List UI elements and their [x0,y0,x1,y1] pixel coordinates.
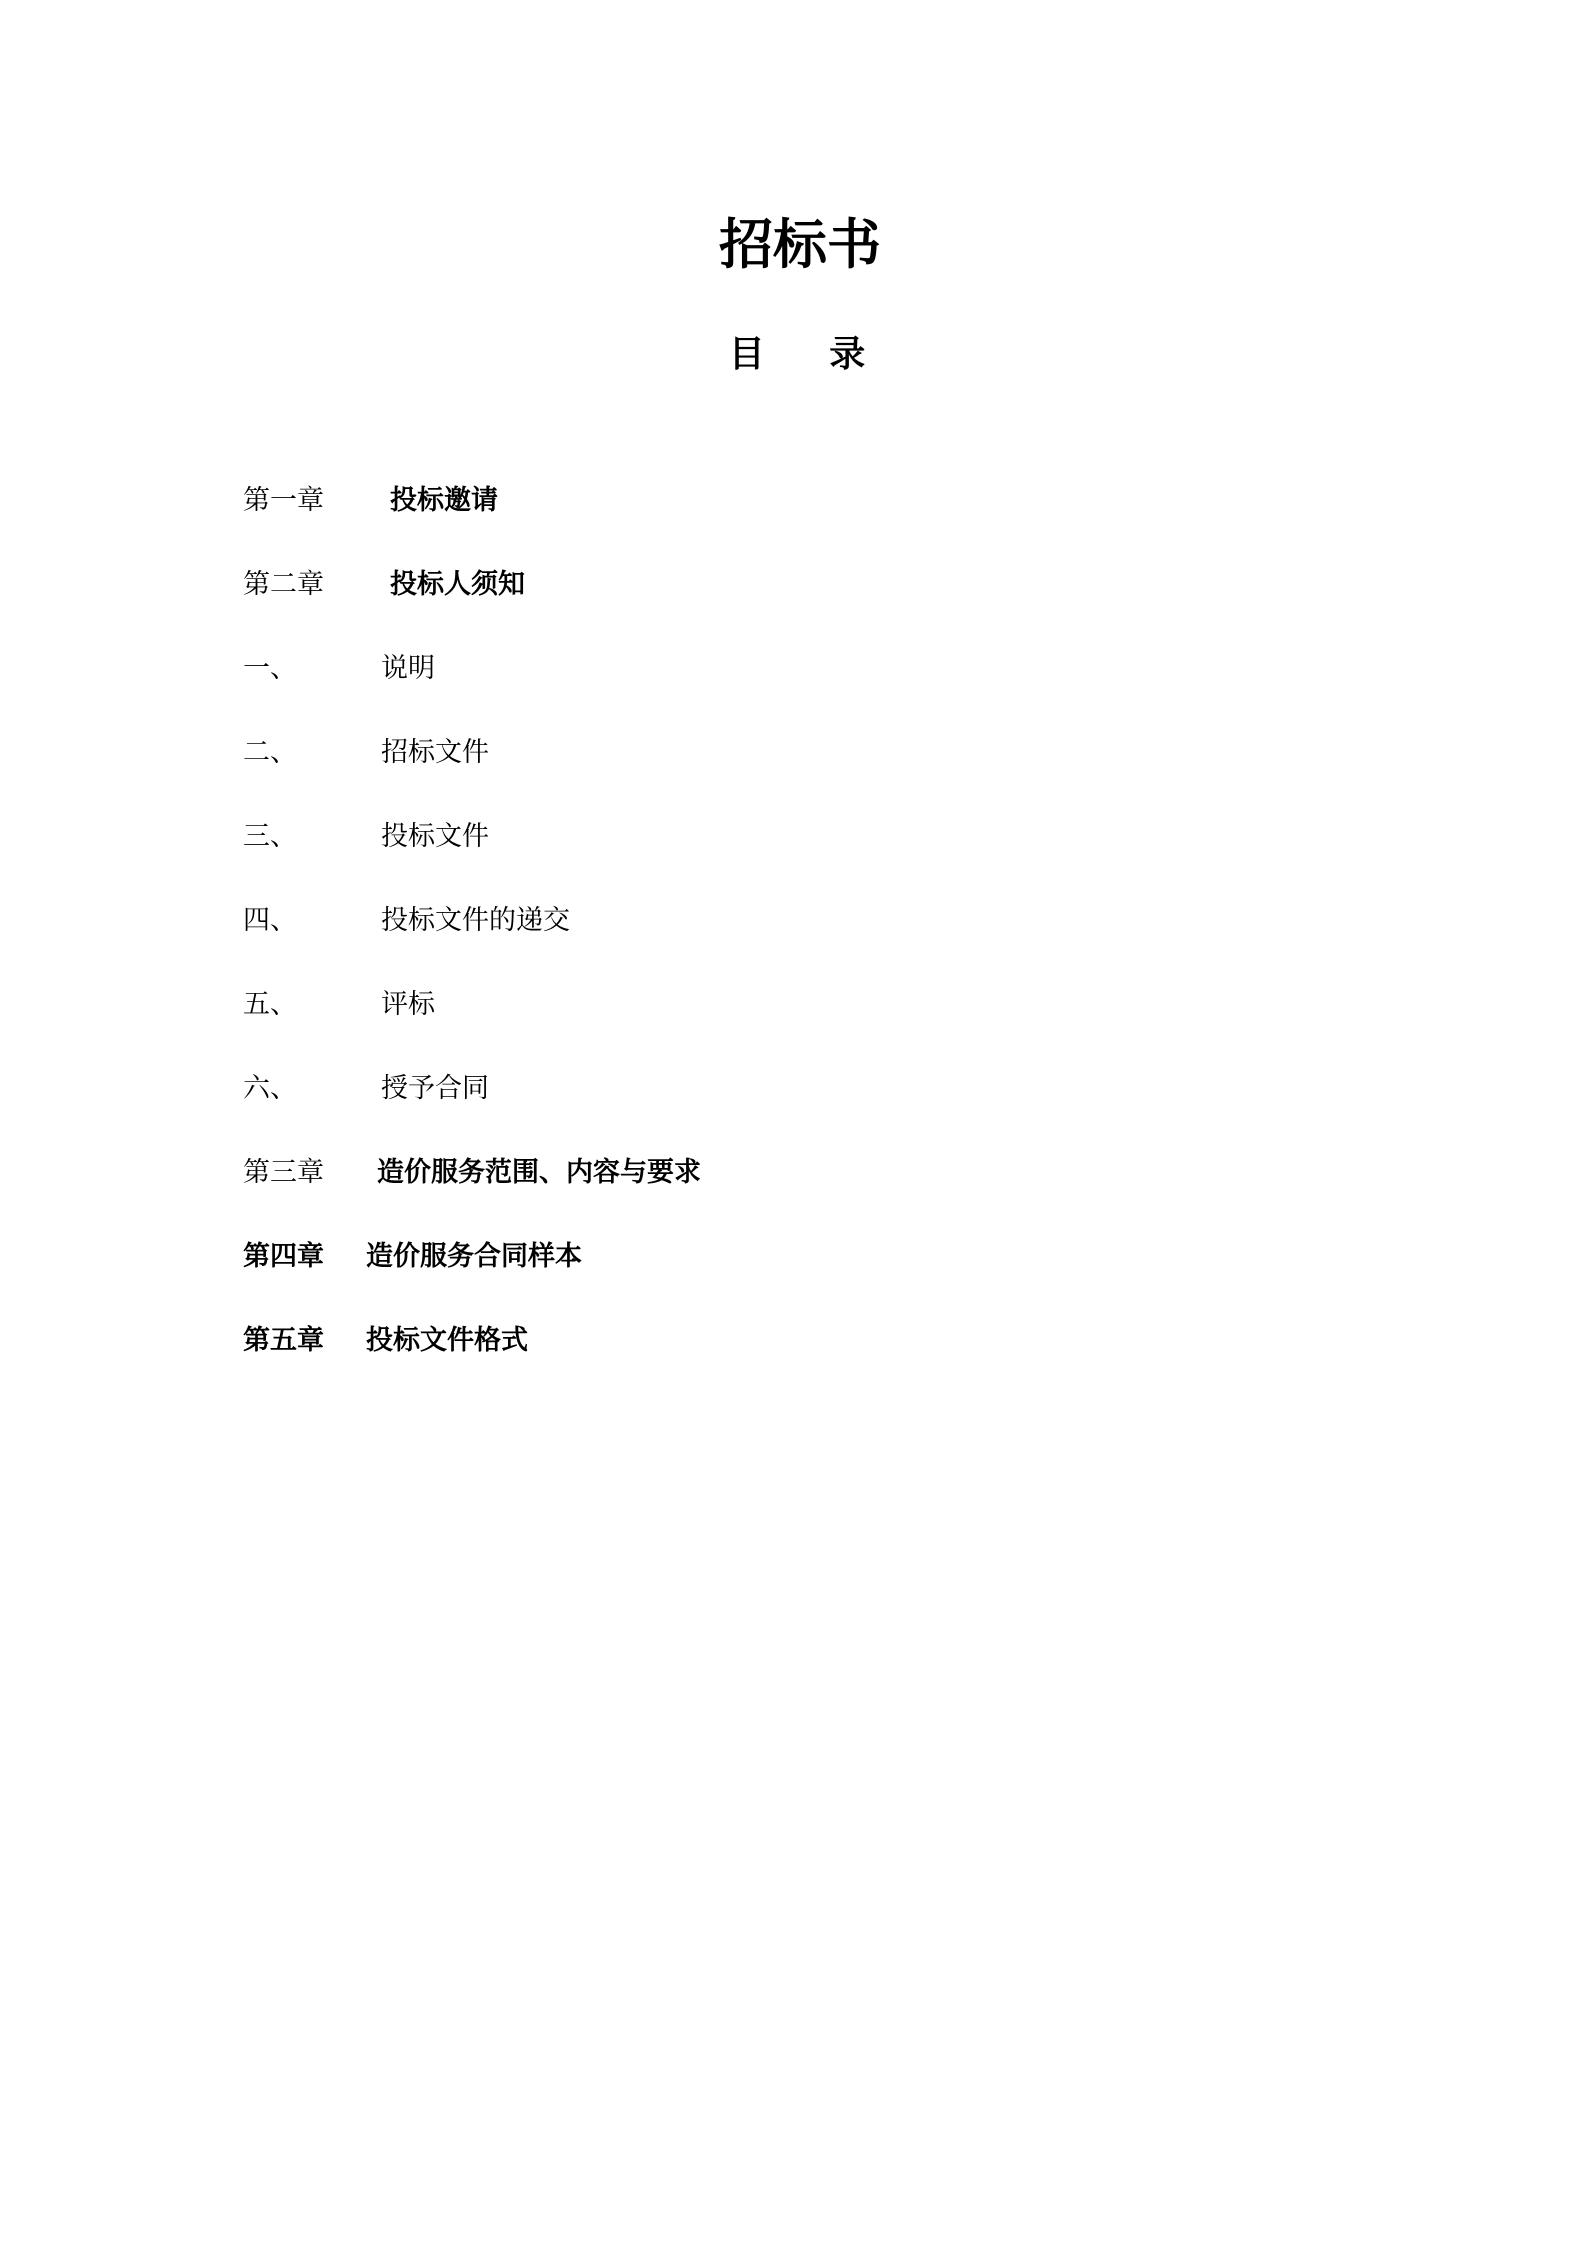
toc-item-number: 五、 [243,989,297,1020]
toc-item-chapter-4 [243,1231,1343,1315]
document-title: 招标书 [719,213,881,276]
toc-item-label: 授予合同 [381,1073,489,1104]
toc-item-label: 造价服务范围、内容与要求 [377,1157,701,1188]
toc-item-label: 投标文件 [381,821,489,852]
toc-item-number: 四、 [243,905,297,936]
toc-item-label: 造价服务合同样本 [366,1241,582,1272]
toc-item-chapter-5 [243,1315,1343,1399]
toc-item-number: 三、 [243,821,297,852]
toc-item-number: 第五章 [243,1325,324,1356]
table-of-contents [243,475,1343,1399]
toc-item-label: 招标文件 [381,737,489,768]
toc-item-label: 评标 [381,989,435,1020]
toc-item-chapter-2 [243,559,1343,643]
toc-item-number: 第一章 [243,485,324,516]
toc-item-section-3 [243,811,1343,895]
toc-item-label: 投标文件格式 [366,1325,528,1356]
toc-heading: 目 录 [728,334,892,375]
toc-item-section-4 [243,895,1343,979]
toc-item-number: 六、 [243,1073,297,1104]
toc-item-number: 二、 [243,737,297,768]
toc-item-number: 一、 [243,653,297,684]
toc-item-section-2 [243,727,1343,811]
toc-item-section-1 [243,643,1343,727]
toc-item-number: 第二章 [243,569,324,600]
toc-item-label: 投标文件的递交 [381,905,570,936]
toc-item-label: 投标人须知 [390,569,525,600]
toc-item-label: 说明 [381,653,435,684]
toc-item-number: 第三章 [243,1157,324,1188]
toc-item-chapter-3 [243,1147,1343,1231]
toc-item-section-5 [243,979,1343,1063]
toc-item-chapter-1 [243,475,1343,559]
toc-item-section-6 [243,1063,1343,1147]
toc-item-number: 第四章 [243,1241,324,1272]
toc-item-label: 投标邀请 [390,485,498,516]
